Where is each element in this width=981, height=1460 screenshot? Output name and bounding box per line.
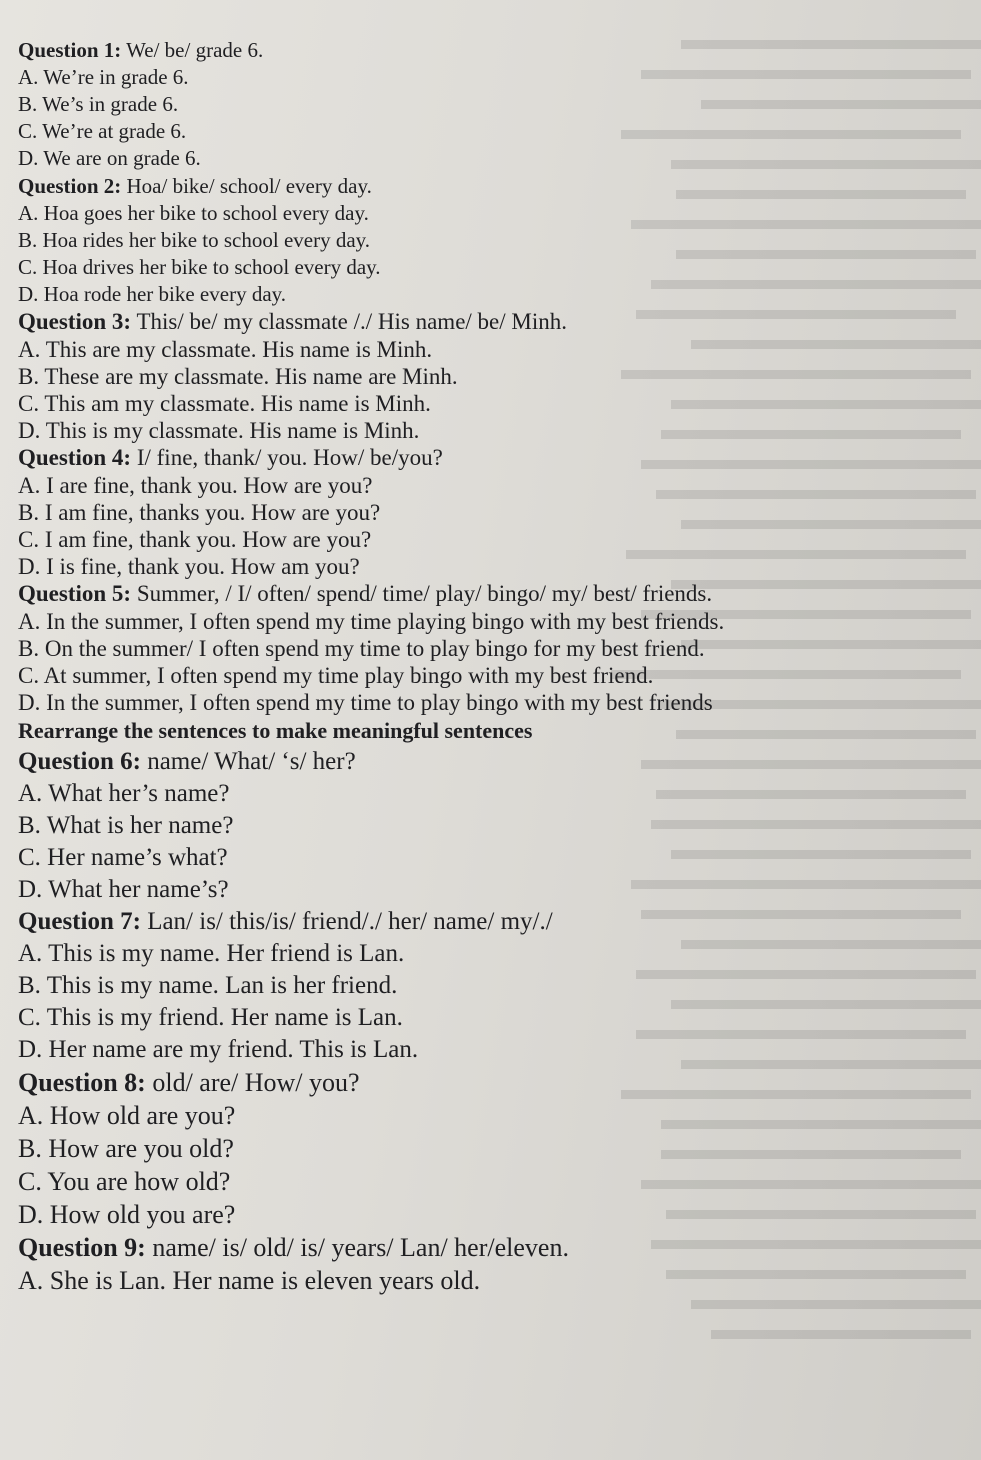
question-8-option-a: A. How old are you? — [18, 1101, 236, 1130]
question-4 — [18, 444, 918, 580]
question-5-option-d: D. In the summer, I often spend my time to play bingo with my best friends — [18, 690, 713, 715]
question-4-option-c: C. I am fine, thank you. How are you? — [18, 527, 372, 552]
question-8-prompt: old/ are/ How/ you? — [152, 1068, 360, 1097]
question-1-prompt: We/ be/ grade 6. — [126, 38, 264, 62]
question-2 — [18, 172, 918, 308]
question-3-label: Question 3: — [18, 309, 132, 334]
question-3 — [18, 308, 918, 444]
question-6-option-b: B. What is her name? — [18, 812, 234, 839]
question-2-option-a: A. Hoa goes her bike to school every day. — [18, 201, 369, 225]
question-7-prompt: Lan/ is/ this/is/ friend/./ her/ name/ my/./ — [147, 908, 553, 935]
question-5-option-b: B. On the summer/ I often spend my time to play bingo for my best friend. — [18, 636, 705, 661]
question-3-option-b: B. These are my classmate. His name are Minh. — [18, 364, 458, 389]
question-5 — [18, 580, 918, 716]
question-2-heading — [18, 172, 918, 200]
question-5-heading — [18, 580, 918, 608]
question-7-heading — [18, 906, 918, 938]
question-7-option-d: D. Her name are my friend. This is Lan. — [18, 1036, 419, 1063]
question-5-option-a: A. In the summer, I often spend my time playing bingo with my best friends. — [18, 609, 725, 634]
question-6-option-c: C. Her name’s what? — [18, 844, 228, 871]
question-9-label: Question 9: — [18, 1233, 146, 1262]
question-1-option-d: D. We are on grade 6. — [18, 146, 201, 170]
question-4-prompt: I/ fine, thank/ you. How/ be/you? — [136, 445, 443, 470]
question-2-option-d: D. Hoa rode her bike every day. — [18, 282, 287, 306]
question-8-label: Question 8: — [18, 1068, 146, 1097]
question-5-label: Question 5: — [18, 581, 132, 606]
question-1-option-a: A. We’re in grade 6. — [18, 65, 189, 89]
question-6-option-a: A. What her’s name? — [18, 780, 230, 807]
question-9 — [18, 1231, 918, 1297]
question-7-option-a: A. This is my name. Her friend is Lan. — [18, 940, 405, 967]
question-2-option-c: C. Hoa drives her bike to school every day. — [18, 255, 381, 279]
question-1-option-b: B. We’s in grade 6. — [18, 92, 179, 116]
question-3-option-c: C. This am my classmate. His name is Minh. — [18, 391, 431, 416]
question-8-option-c: C. You are how old? — [18, 1167, 231, 1196]
question-6-prompt: name/ What/ ‘s/ her? — [147, 748, 356, 775]
question-4-option-d: D. I is fine, thank you. How am you? — [18, 554, 360, 579]
question-6-label: Question 6: — [18, 748, 141, 775]
question-1 — [18, 36, 918, 172]
question-3-option-d: D. This is my classmate. His name is Minh. — [18, 418, 420, 443]
question-2-option-b: B. Hoa rides her bike to school every day. — [18, 228, 371, 252]
question-6-option-d: D. What her name’s? — [18, 876, 229, 903]
question-6-heading — [18, 746, 918, 778]
question-7-option-c: C. This is my friend. Her name is Lan. — [18, 1004, 403, 1031]
question-9-heading — [18, 1231, 918, 1264]
question-7-label: Question 7: — [18, 908, 141, 935]
question-5-prompt: Summer, / I/ often/ spend/ time/ play/ bingo/ my/ best/ friends. — [136, 581, 713, 606]
question-8-heading — [18, 1066, 918, 1099]
question-5-option-c: C. At summer, I often spend my time play bingo with my best friend. — [18, 663, 654, 688]
question-9-option-a: A. She is Lan. Her name is eleven years old. — [18, 1266, 481, 1295]
question-1-label: Question 1: — [18, 38, 122, 62]
question-8-option-b: B. How are you old? — [18, 1134, 234, 1163]
question-2-label: Question 2: — [18, 174, 122, 198]
question-9-prompt: name/ is/ old/ is/ years/ Lan/ her/eleven. — [152, 1233, 569, 1262]
section-title: Rearrange the sentences to make meaningful sentences — [18, 718, 533, 743]
question-3-heading — [18, 308, 918, 336]
question-4-label: Question 4: — [18, 445, 132, 470]
question-4-option-a: A. I are fine, thank you. How are you? — [18, 473, 373, 498]
question-3-option-a: A. This are my classmate. His name is Minh. — [18, 337, 433, 362]
question-7 — [18, 906, 918, 1066]
question-6 — [18, 746, 918, 906]
question-3-prompt: This/ be/ my classmate /./ His name/ be/ Minh. — [136, 309, 567, 334]
question-8-option-d: D. How old you are? — [18, 1200, 236, 1229]
question-7-option-b: B. This is my name. Lan is her friend. — [18, 972, 398, 999]
question-2-prompt: Hoa/ bike/ school/ every day. — [126, 174, 372, 198]
question-4-option-b: B. I am fine, thanks you. How are you? — [18, 500, 381, 525]
question-1-option-c: C. We’re at grade 6. — [18, 119, 187, 143]
question-4-heading — [18, 444, 918, 472]
question-1-heading — [18, 36, 918, 64]
question-list — [18, 36, 918, 1297]
question-8 — [18, 1066, 918, 1231]
